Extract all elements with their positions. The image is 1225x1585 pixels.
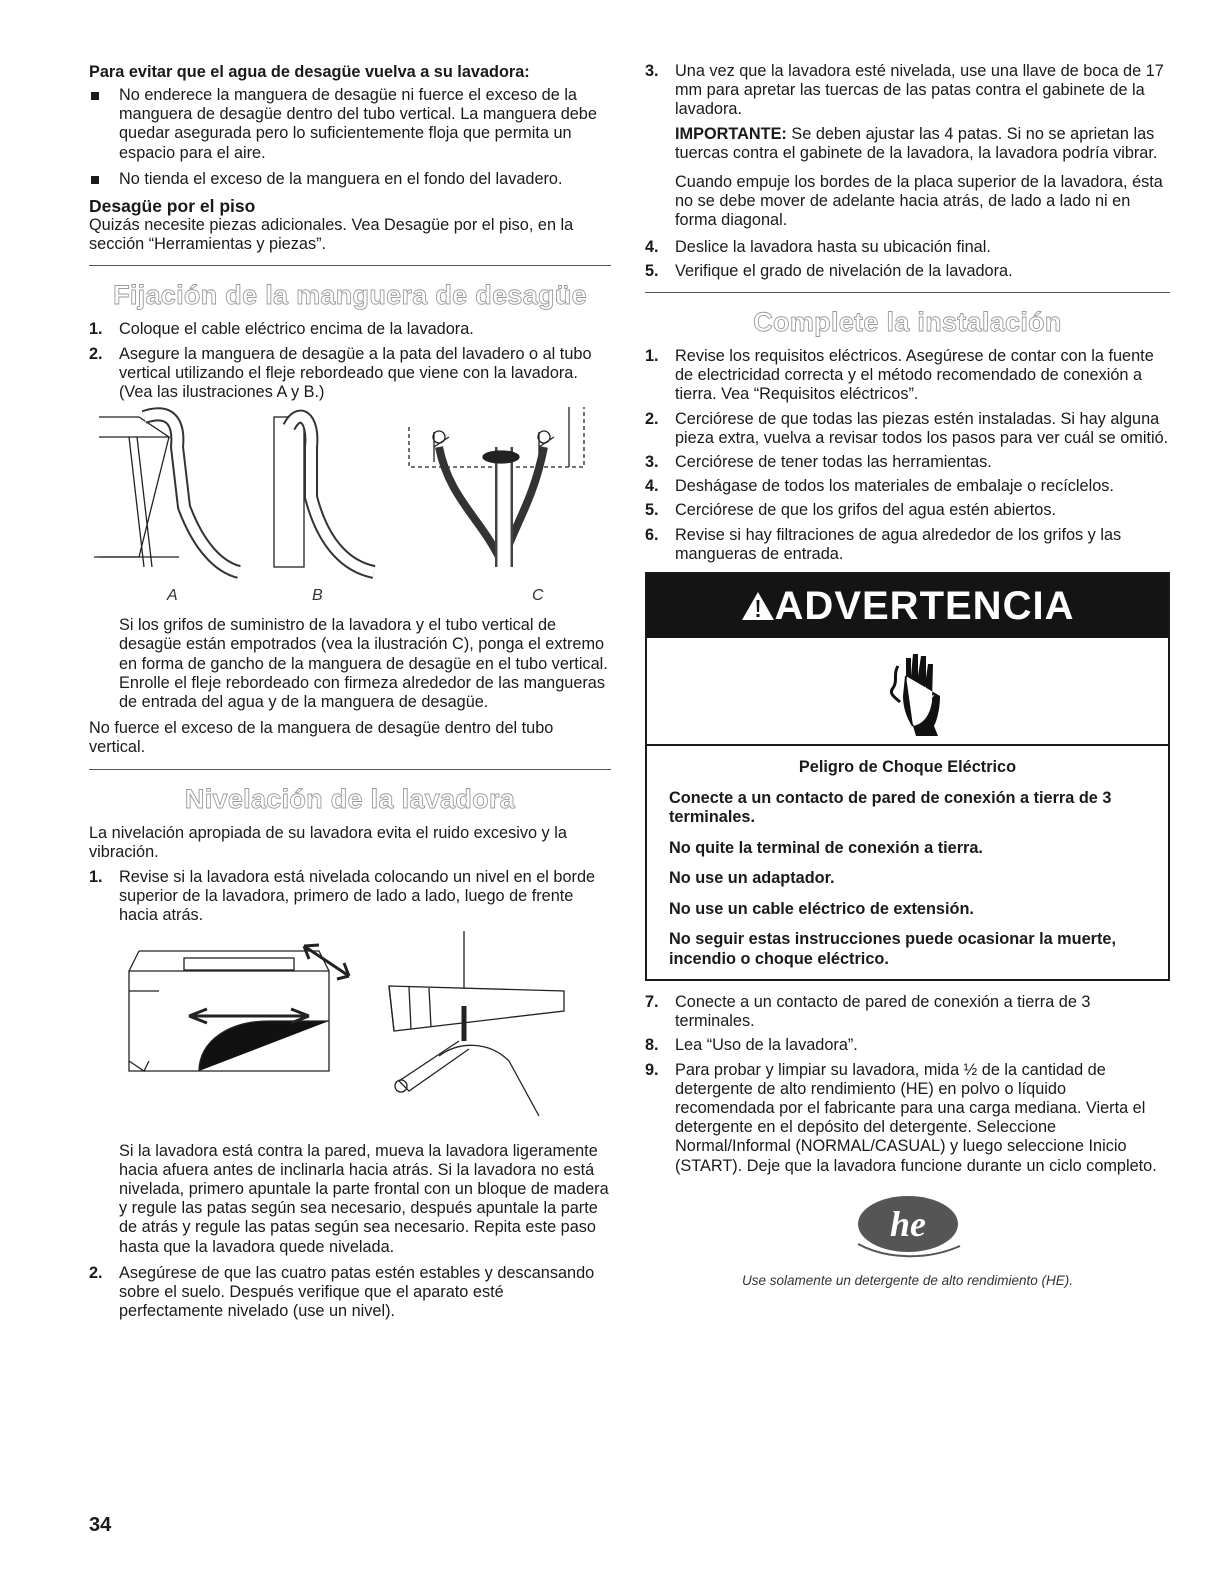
hazard-title: Peligro de Choque Eléctrico [798,758,1017,777]
list-item: 6. Revise si hay filtraciones de agua alrededor de los grifos y las mangueras de entrada. [645,525,1122,563]
figure-labels [89,587,611,609]
warning-line: No use un adaptador. [669,869,835,888]
warning-body [647,746,1168,979]
svg-text:he: he [889,1203,926,1244]
list-item: 2. Asegure la manguera de desagüe a la pata del lavadero o al tubo vertical utilizando el fleje rebordeado que viene con la lavadora. (Vea las ilustraciones A y B.) [89,344,592,402]
recessed-text: Si los grifos de suministro de la lavadora y el tubo vertical de desagüe están empotrados (vea la ilustración C), ponga el extremo en forma de gancho de la manguera de desagüe en el tubo vertical. Enrolle el fleje rebordeado con firmeza alrededor de las mangueras de entrada del agua y de la manguera de desagüe. [119,616,608,712]
warning-line: No quite la terminal de conexión a tierra. [669,838,983,857]
list-item: 3. Una vez que la lavadora esté nivelada, use una llave de boca de 17 mm para apretar las tuercas de las patas contra el gabinete de la lavadora. [645,62,1164,119]
warning-title: ADVERTENCIA [774,584,1075,629]
list-item: 8. Lea “Uso de la lavadora”. [645,1036,858,1055]
he-logo-wrap [645,1194,1170,1265]
list-item: 9. Para probar y limpiar su lavadora, mida ½ de la cantidad de detergente de alto rendimiento (HE) en polvo o líquido recomendada por el fabricante para una carga mediana. Vierta el detergente en el depósito del detergente. Seleccione Normal/Informal (NORMAL/CASUAL) y luego seleccione Inicio (START). Deje que la lavadora funcione durante un ciclo completo. [645,1060,1157,1175]
warning-icon-area [647,638,1168,746]
list-item: 1. Revise los requisitos eléctricos. Asegúrese de contar con la fuente de electricidad correcta y el método recomendado de conexión a tierra. Vea “Requisitos eléctricos”. [645,347,1154,404]
he-caption: Use solamente un detergente de alto rendimiento (HE). [742,1272,1073,1288]
page-number: 34 [89,1514,112,1536]
drain-back-heading: Para evitar que el agua de desagüe vuelva a su lavadora: [89,63,530,81]
section-divider [89,769,611,770]
warning-header [647,574,1168,638]
important-note: IMPORTANTE: Se deben ajustar las 4 patas. Si no se aprietan las tuercas contra el gabinete de la lavadora, la lavadora podría vibrar. [675,124,1158,162]
level-wall-text: Si la lavadora está contra la pared, mueva la lavadora ligeramente hacia afuera antes de inclinarla hacia atrás. Si la lavadora no está nivelada, primero apuntale la parte frontal con un bloque de madera y regule las patas según sea necesario, después apuntale la parte de atrás y regule las patas según sea necesario. Repita este paso hasta que la lavadora quede nivelada. [119,1141,609,1256]
list-item: 2. Asegúrese de que las cuatro patas estén estables y descansando sobre el suelo. Después verifique que el aparato esté perfectamente nivelado (use un nivel). [89,1263,595,1321]
hose-steps [89,320,611,402]
floor-drain-heading: Desagüe por el piso [89,196,256,217]
figure-label-b: B [312,587,323,605]
push-text: Cuando empuje los bordes de la placa superior de la lavadora, ésta no se debe mover de adelante hacia atrás, de lado a lado ni en forma diagonal. [675,173,1163,230]
list-item: 5. Verifique el grado de nivelación de la lavadora. [645,261,1013,280]
warning-line: No seguir estas instrucciones puede ocasionar la muerte, incendio o choque eléctrico. [669,930,1116,968]
figure-label-a: A [167,587,178,605]
figure-label-c: C [532,587,544,605]
list-item: 1. Coloque el cable eléctrico encima de la lavadora. [89,320,474,339]
warning-line: Conecte a un contacto de pared de conexión a tierra de 3 terminales. [669,788,1112,827]
list-item: 1. Revise si la lavadora está nivelada colocando un nivel en el borde superior de la lavadora, primero de lado a lado, luego de frente hacia atrás. [89,868,596,925]
left-column [89,62,611,1327]
list-item: 5. Cerciórese de que los grifos del agua estén abiertos. [645,501,1057,520]
complete-steps [645,347,1170,564]
section-divider [645,292,1170,293]
warning-box [645,572,1170,981]
electric-shock-hand-icon [868,646,948,736]
drain-hose-illustration [89,407,611,587]
level-steps [89,868,611,926]
section-divider [89,265,611,266]
level-intro: La nivelación apropiada de su lavadora evita el ruido excesivo y la vibración. [89,823,567,861]
floor-drain-text: Quizás necesite piezas adicionales. Vea Desagüe por el piso, en la sección “Herramientas y piezas”. [89,216,574,254]
list-item: 4. Deshágase de todos los materiales de embalaje o recíclelos. [645,477,1114,496]
list-item: 7. Conecte a un contacto de pared de conexión a tierra de 3 terminales. [645,993,1091,1031]
section-title-complete: Complete la instalación [753,307,1062,338]
level-steps-b [89,1264,611,1322]
list-item: 4. Deslice la lavadora hasta su ubicación final. [645,237,991,256]
final-steps [645,993,1170,1176]
warning-triangle-icon [741,591,775,621]
list-item: No enderece la manguera de desagüe ni fuerce el exceso de la manguera de desagüe dentro del tubo vertical. La manguera debe quedar asegurada pero lo suficientemente floja que permita un espacio para el aire. [89,86,611,163]
section-title-level: Nivelación de la lavadora [184,783,516,814]
list-item: 2. Cerciórese de que todas las piezas estén instaladas. Si hay alguna pieza extra, vuelva a revisar todos los pasos para ver cuál se omitió. [645,409,1169,447]
no-force-text: No fuerce el exceso de la manguera de desagüe dentro del tubo vertical. [89,719,554,757]
list-item: No tienda el exceso de la manguera en el fondo del lavadero. [89,170,611,189]
right-column [645,62,1170,1288]
leveling-illustration [89,931,611,1136]
warning-line: No use un cable eléctrico de extensión. [669,899,974,918]
section-title-hose: Fijación de la manguera de desagüe [113,280,587,311]
level-steps-d [645,238,1170,281]
drain-back-list [89,86,611,189]
list-item: 3. Cerciórese de tener todas las herramientas. [645,453,992,472]
level-steps-c [645,62,1170,120]
he-logo-icon [848,1194,968,1260]
